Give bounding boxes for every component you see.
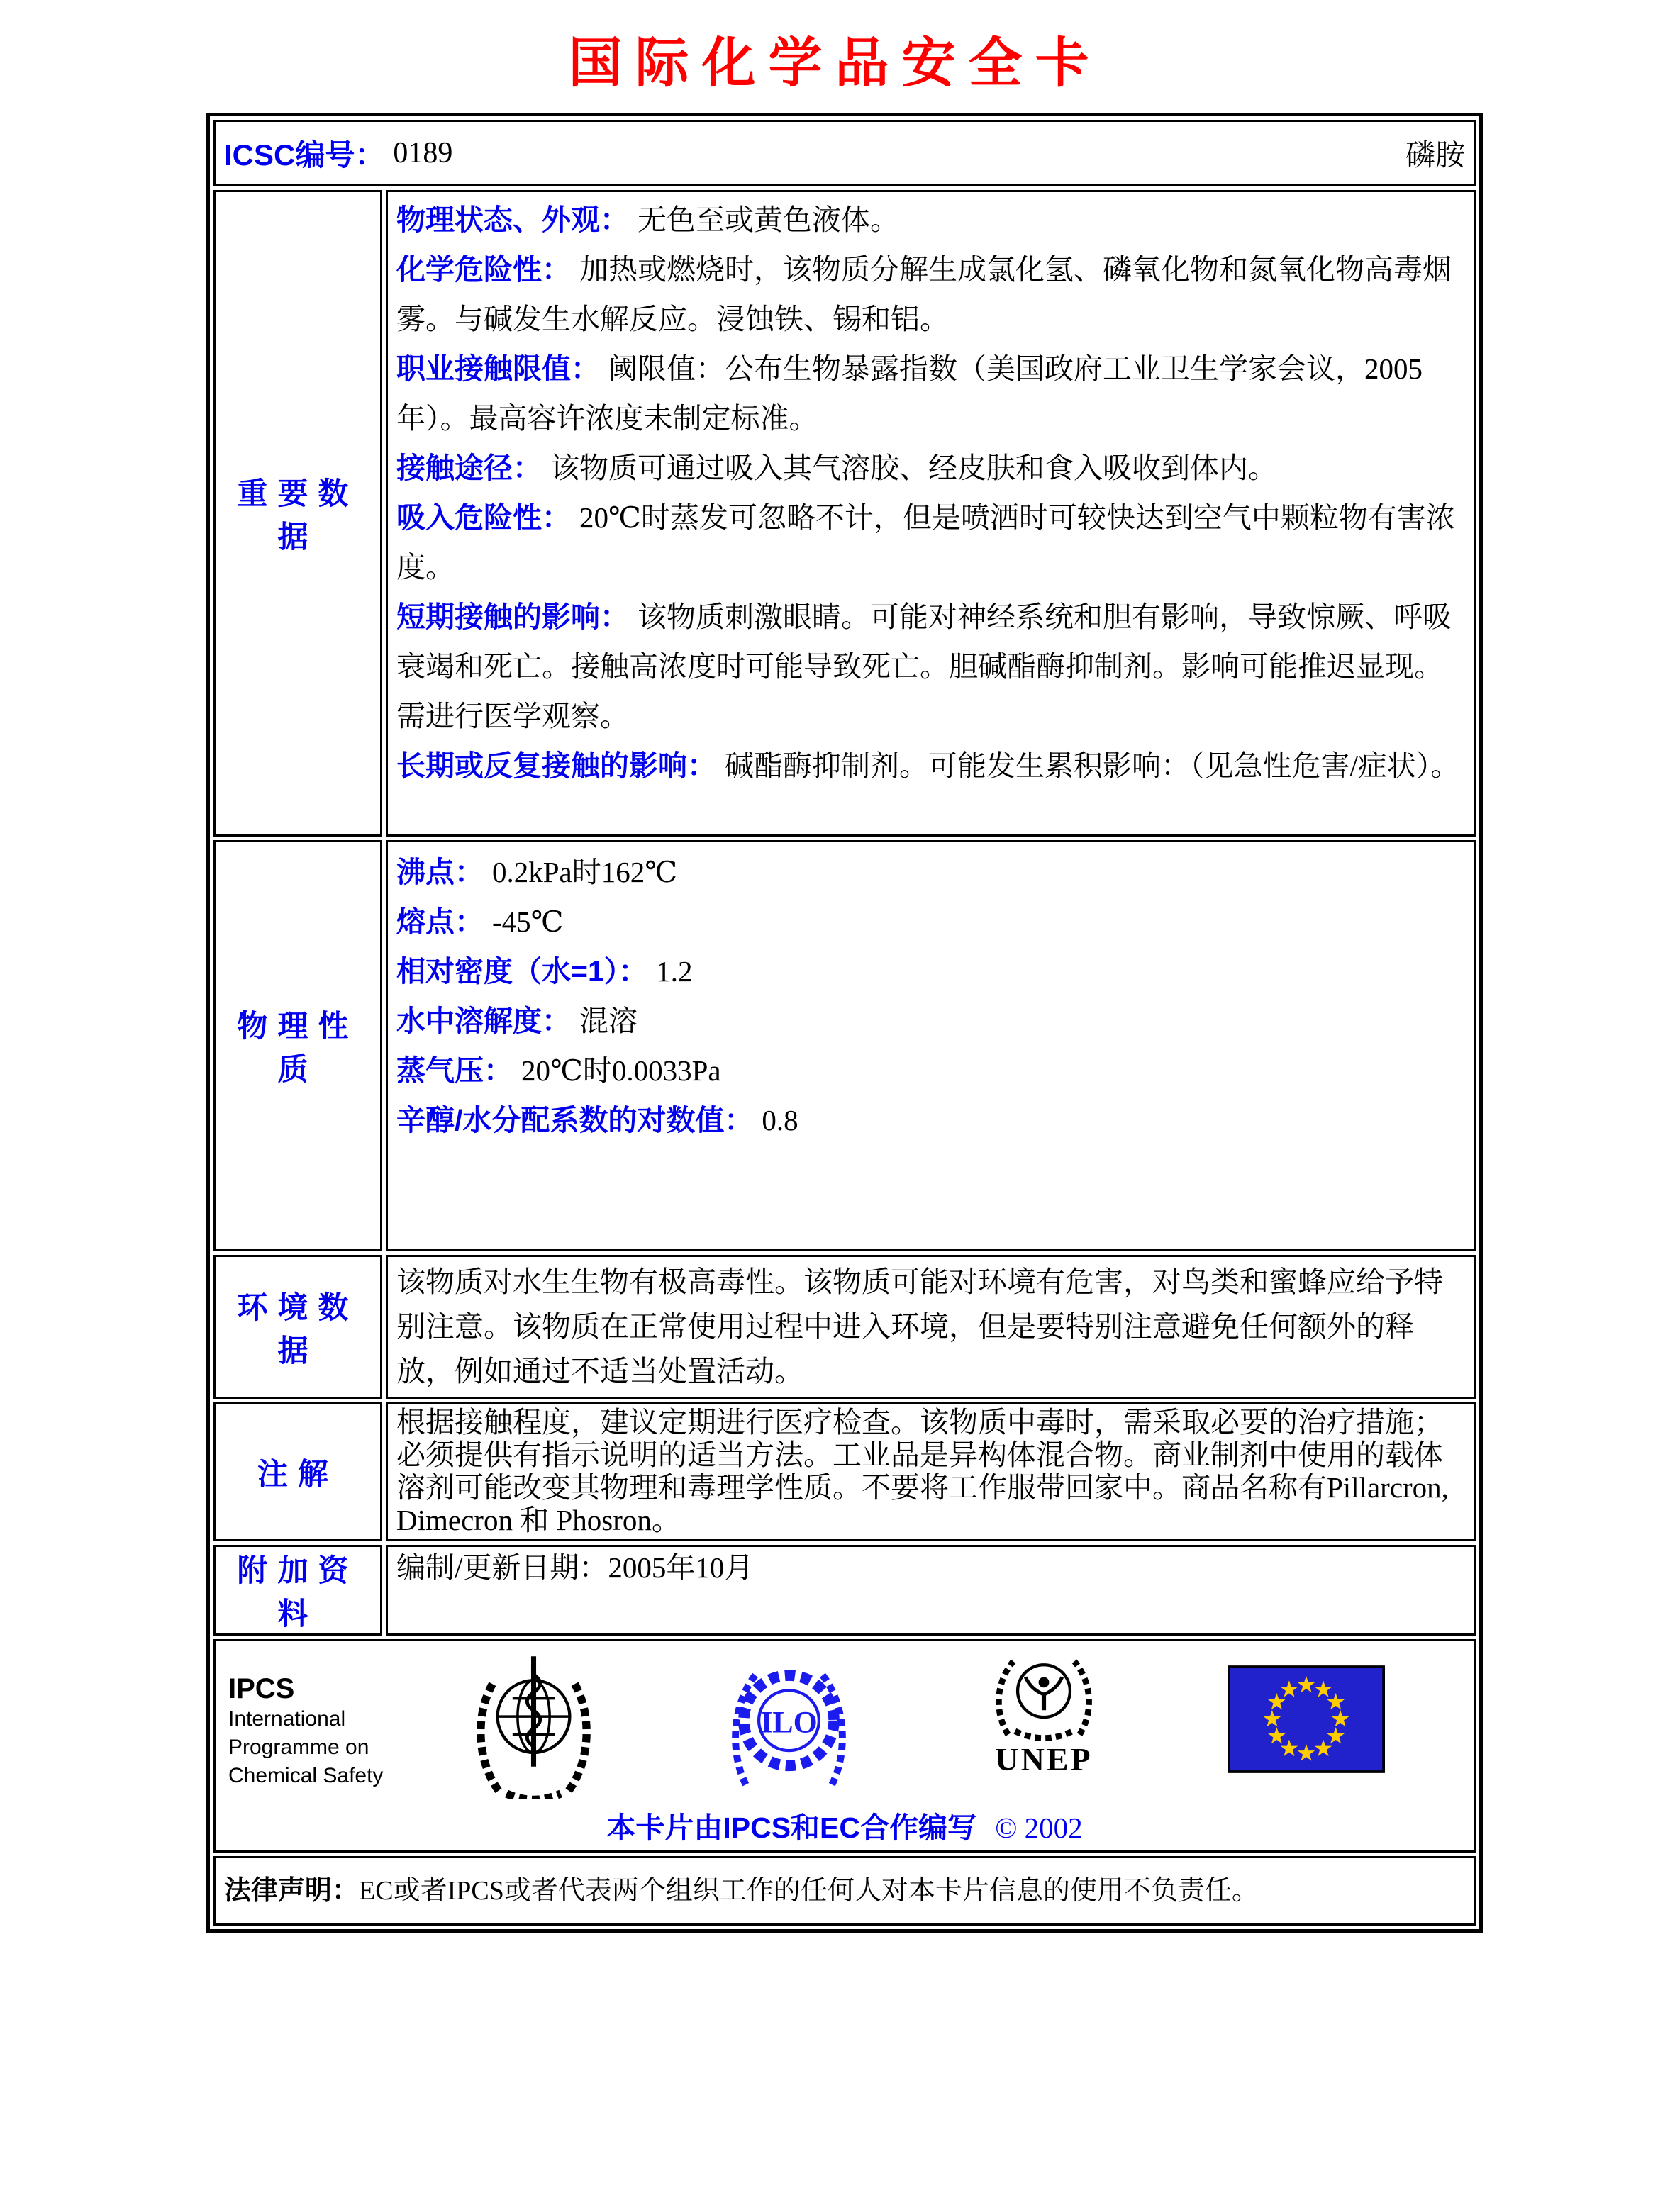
notes-content: [386, 1402, 1476, 1541]
additional-info-content: [386, 1545, 1476, 1636]
entry-short-term-effects: 短期接触的影响： 该物质刺激眼睛。可能对神经系统和胆有影响，导致惊厥、呼吸衰竭和死亡。接触高浓度时可能导致死亡。胆碱酯酶抑制剂。影响可能推迟显现。需进行医学观察。: [396, 601, 1452, 732]
entry-occupational-limits: 职业接触限值： 阈限值：公布生物暴露指数（美国政府工业卫生学家会议，2005年）。最高容许浓度未制定标准。: [396, 352, 1423, 435]
logos-cell: [213, 1639, 1476, 1853]
ipcs-line-1: International: [228, 1707, 346, 1731]
environmental-data-text: 该物质对水生生物有极高毒性。该物质可能对环境有危害，对鸟类和蜜蜂应给予特别注意。该物质在正常使用过程中进入环境，但是要特别注意避免任何额外的释放，例如通过不适当处置活动。: [396, 1266, 1443, 1387]
section-label-physical-properties: 物理性质: [213, 840, 382, 1251]
header-cell: [213, 120, 1476, 186]
notes-row: [213, 1402, 1476, 1541]
additional-info-row: [213, 1545, 1476, 1636]
entry-long-term-effects: 长期或反复接触的影响： 碱酯酶抑制剂。可能发生累积影响：（见急性危害/症状）。: [396, 749, 1460, 782]
ilo-letters: ILO: [759, 1705, 818, 1740]
section-label-additional-info: 附加资料: [213, 1545, 382, 1636]
entry-physical-state: 物理状态、外观： 无色至或黄色液体。: [396, 203, 899, 236]
entry-boiling-point: 沸点： 0.2kPa时162℃: [396, 856, 678, 888]
unep-emblem-icon: [927, 1648, 1161, 1776]
notes-text: 根据接触程度，建议定期进行医疗检查。该物质中毒时，需采取必要的治疗措施；必须提供有指示说明的适当方法。工业品是异构体混合物。商业制剂中使用的载体溶剂可能改变其物理和毒理学性质。不要将工作服带回家中。商品名称有Pillarcron, Dimecron 和 Phosron。: [396, 1406, 1449, 1536]
ilo-emblem-icon: [672, 1648, 906, 1799]
caption-text: 本卡片由IPCS和EC合作编写: [606, 1811, 976, 1844]
legal-label: 法律声明：: [224, 1876, 360, 1906]
entry-exposure-routes: 接触途径： 该物质可通过吸入其气溶胶、经皮肤和食入吸收到体内。: [396, 452, 1277, 484]
physical-properties-content: [386, 840, 1476, 1251]
ipcs-text-block: [228, 1672, 416, 1790]
entry-melting-point: 熔点： -45℃: [396, 905, 564, 938]
icsc-number-value: 0189: [393, 137, 453, 169]
legal-cell: [213, 1856, 1476, 1926]
environmental-data-content: [386, 1255, 1476, 1399]
entry-relative-density: 相对密度（水=1）： 1.2: [396, 955, 693, 988]
section-label-notes: 注解: [213, 1402, 382, 1541]
entry-octanol-water-coefficient: 辛醇/水分配系数的对数值： 0.8: [396, 1104, 798, 1136]
entry-inhalation-risk: 吸入危险性： 20℃时蒸发可忽略不计，但是喷洒时可较快达到空气中颗粒物有害浓度。: [396, 501, 1455, 583]
ipcs-title: IPCS: [228, 1673, 295, 1704]
section-label-environmental-data: 环境数据: [213, 1255, 382, 1399]
who-emblem-icon: [416, 1648, 650, 1799]
additional-info-text: 编制/更新日期：2005年10月: [396, 1551, 754, 1584]
unep-wordmark: UNEP: [995, 1741, 1093, 1777]
chemical-name: 磷胺: [1405, 140, 1465, 172]
entry-water-solubility: 水中溶解度： 混溶: [396, 1005, 638, 1037]
entry-vapor-pressure: 蒸气压： 20℃时0.0033Pa: [396, 1054, 721, 1087]
header-row: [213, 120, 1476, 186]
section-label-important-data: 重要数据: [213, 190, 382, 837]
card-caption: [228, 1804, 1461, 1846]
logos-row: [213, 1639, 1476, 1853]
eu-flag-icon: [1189, 1648, 1423, 1773]
important-data-content: [386, 190, 1476, 837]
legal-row: [213, 1856, 1476, 1926]
icsc-card-table: [206, 113, 1483, 1933]
important-data-row: [213, 190, 1476, 837]
ipcs-line-2: Programme on: [228, 1736, 369, 1759]
entry-chemical-hazard: 化学危险性： 加热或燃烧时，该物质分解生成氯化氢、磷氧化物和氮氧化物高毒烟雾。与碱发生水解反应。浸蚀铁、锡和铝。: [396, 253, 1452, 335]
copyright-text: © 2002: [995, 1811, 1083, 1844]
environmental-data-row: [213, 1255, 1476, 1399]
legal-text: EC或者IPCS或者代表两个组织工作的任何人对本卡片信息的使用不负责任。: [359, 1876, 1259, 1906]
icsc-number-label: ICSC编号：: [224, 138, 385, 172]
ipcs-line-3: Chemical Safety: [228, 1764, 384, 1787]
page-title: 国际化学品安全卡: [568, 34, 1102, 94]
physical-properties-row: [213, 840, 1476, 1251]
